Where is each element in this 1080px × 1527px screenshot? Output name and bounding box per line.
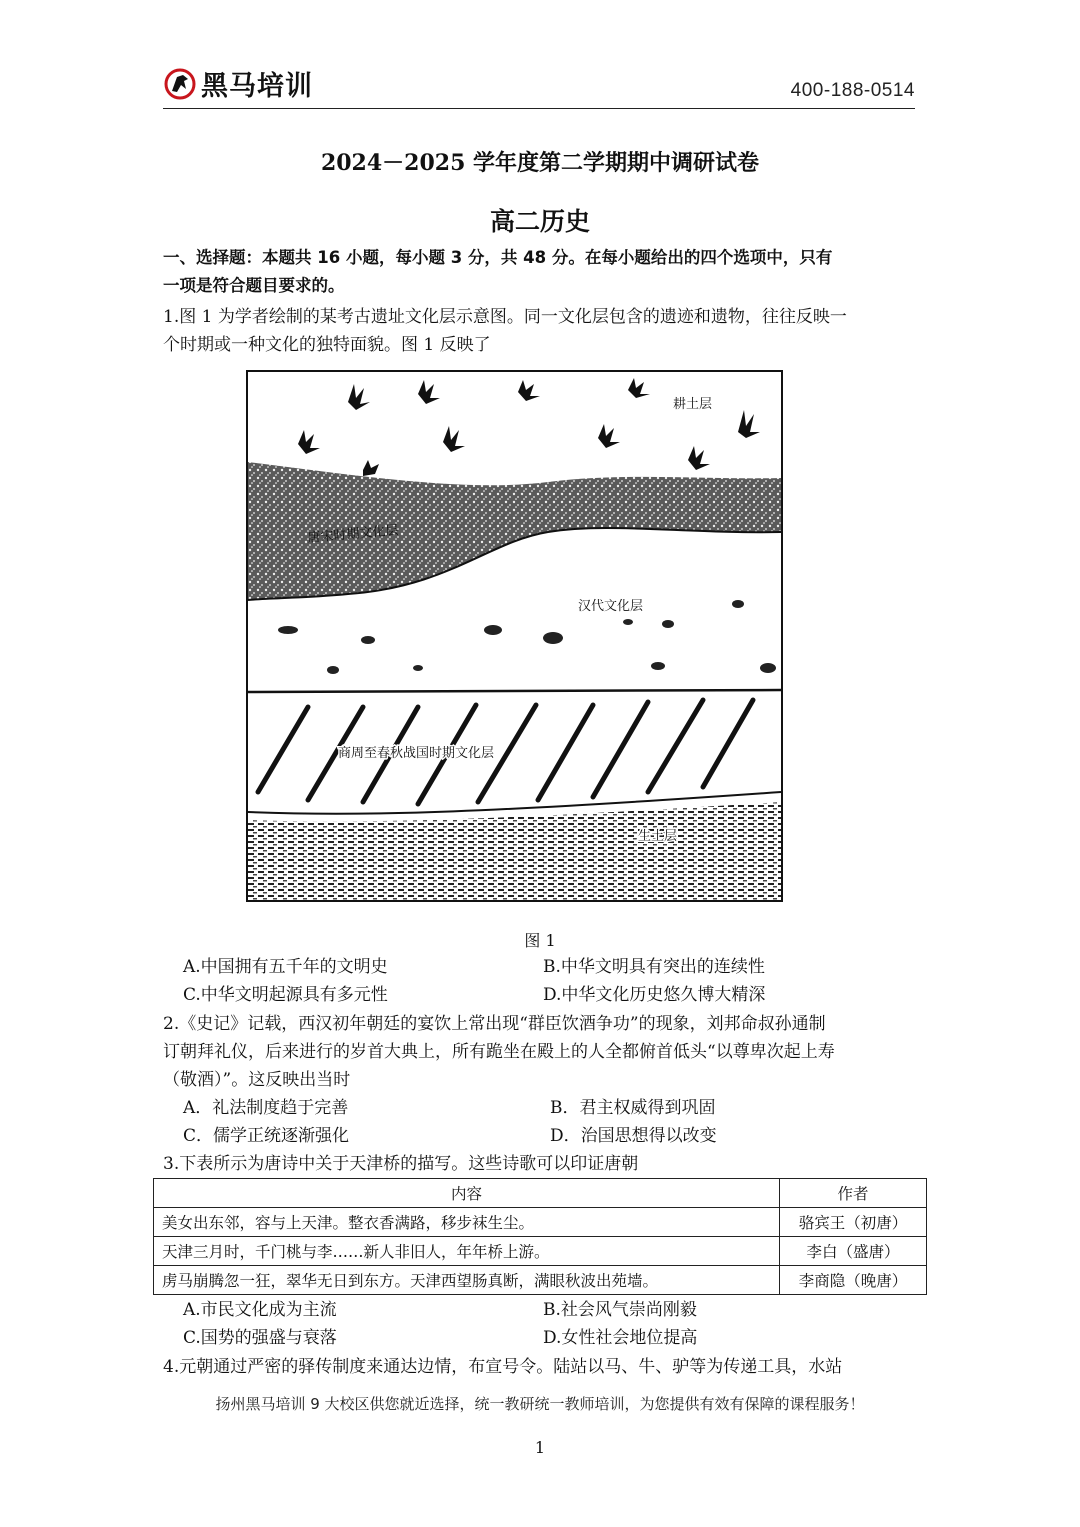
label-plow-layer: 耕土层 xyxy=(673,397,713,412)
q2-option-b: B．君主权威得到巩固 xyxy=(550,1098,716,1118)
table-row xyxy=(154,1237,927,1266)
footer-slogan: 扬州黑马培训 9 大校区供您就近选择，统一教研统一教师培训，为您提供有效有保障的课程服务！ xyxy=(215,1395,865,1413)
page-header xyxy=(163,60,915,109)
phone-number: 400-188-0514 xyxy=(790,80,915,101)
q3-option-a: A.市民文化成为主流 xyxy=(183,1300,337,1320)
horse-logo-icon xyxy=(163,67,197,101)
table-cell-author: 李白（盛唐） xyxy=(780,1237,927,1266)
q2-stem-line2: 订朝拜礼仪，后来进行的岁首大典上，所有跪坐在殿上的人全都俯首低头“以尊卑次起上寿 xyxy=(163,1042,835,1062)
q3-option-c: C.国势的强盛与衰落 xyxy=(183,1328,337,1348)
label-tang-song-layer: 唐宋时期文化层 xyxy=(307,523,400,546)
q3-stem: 3.下表所示为唐诗中关于天津桥的描写。这些诗歌可以印证唐朝 xyxy=(163,1154,639,1174)
table-cell-author: 骆宾王（初唐） xyxy=(780,1208,927,1237)
label-shang-zhou-layer: 商周至春秋战国时期文化层 xyxy=(338,746,495,761)
q1-stem-line1: 1.图 1 为学者绘制的某考古遗址文化层示意图。同一文化层包含的遗迹和遗物，往往反映一 xyxy=(163,307,847,327)
table-header-author: 作者 xyxy=(780,1179,927,1208)
exam-subject: 高二历史 xyxy=(489,207,590,236)
table-cell-content: 虏马崩腾忽一狂，翠华无日到东方。天津西望肠真断，满眼秋波出苑墙。 xyxy=(154,1266,780,1295)
page-number: 1 xyxy=(534,1438,546,1457)
figure-caption: 图 1 xyxy=(524,931,556,950)
table-row xyxy=(154,1266,927,1295)
plant-marks xyxy=(298,378,760,476)
exam-title: 2024－2025 学年度第二学期期中调研试卷 xyxy=(320,150,760,176)
q3-option-d: D.女性社会地位提高 xyxy=(543,1328,698,1348)
q1-option-d: D.中华文化历史悠久博大精深 xyxy=(543,985,766,1005)
q1-option-b: B.中华文明具有突出的连续性 xyxy=(543,957,765,977)
stratigraphy-diagram xyxy=(248,372,781,900)
table-row xyxy=(154,1208,927,1237)
q3-option-b: B.社会风气崇尚刚毅 xyxy=(543,1300,697,1320)
q2-stem-line3: （敬酒）”。这反映出当时 xyxy=(163,1070,351,1090)
q4-stem-line1: 4.元朝通过严密的驿传制度来通达边情，布宣号令。陆站以马、牛、驴等为传递工具，水站 xyxy=(163,1357,843,1377)
q1-option-c: C.中华文明起源具有多元性 xyxy=(183,985,388,1005)
table-header-content: 内容 xyxy=(154,1179,780,1208)
table-header-row xyxy=(154,1179,927,1208)
han-layer-blobs xyxy=(278,600,776,674)
q2-option-d: D．治国思想得以改变 xyxy=(550,1126,717,1146)
q2-stem-line1: 2.《史记》记载，西汉初年朝廷的宴饮上常出现“群臣饮酒争功”的现象，刘邦命叔孙通制 xyxy=(163,1014,826,1034)
q1-option-a: A.中国拥有五千年的文明史 xyxy=(183,957,388,977)
hatch-lines xyxy=(258,700,753,804)
table-cell-content: 美女出东邻，容与上天津。整衣香满路，移步袜生尘。 xyxy=(154,1208,780,1237)
label-han-layer: 汉代文化层 xyxy=(578,599,644,614)
table-cell-author: 李商隐（晚唐） xyxy=(780,1266,927,1295)
q2-option-c: C．儒学正统逐渐强化 xyxy=(183,1126,350,1146)
q1-stem-line2: 个时期或一种文化的独特面貌。图 1 反映了 xyxy=(163,335,491,355)
section-heading-line2: 一项是符合题目要求的。 xyxy=(163,276,345,295)
logo-text: 黑马培训 xyxy=(201,71,313,102)
q2-option-a: A．礼法制度趋于完善 xyxy=(183,1098,349,1118)
table-cell-content: 天津三月时，千门桃与李……新人非旧人，年年桥上游。 xyxy=(154,1237,780,1266)
brand-logo xyxy=(163,64,313,103)
label-raw-soil-layer: 生土层 xyxy=(638,829,678,844)
q3-poem-table xyxy=(153,1178,927,1295)
section-heading-line1: 一、选择题：本题共 16 小题，每小题 3 分，共 48 分。在每小题给出的四个选项中，只有 xyxy=(163,248,833,267)
figure-1-stratigraphy xyxy=(246,370,783,902)
